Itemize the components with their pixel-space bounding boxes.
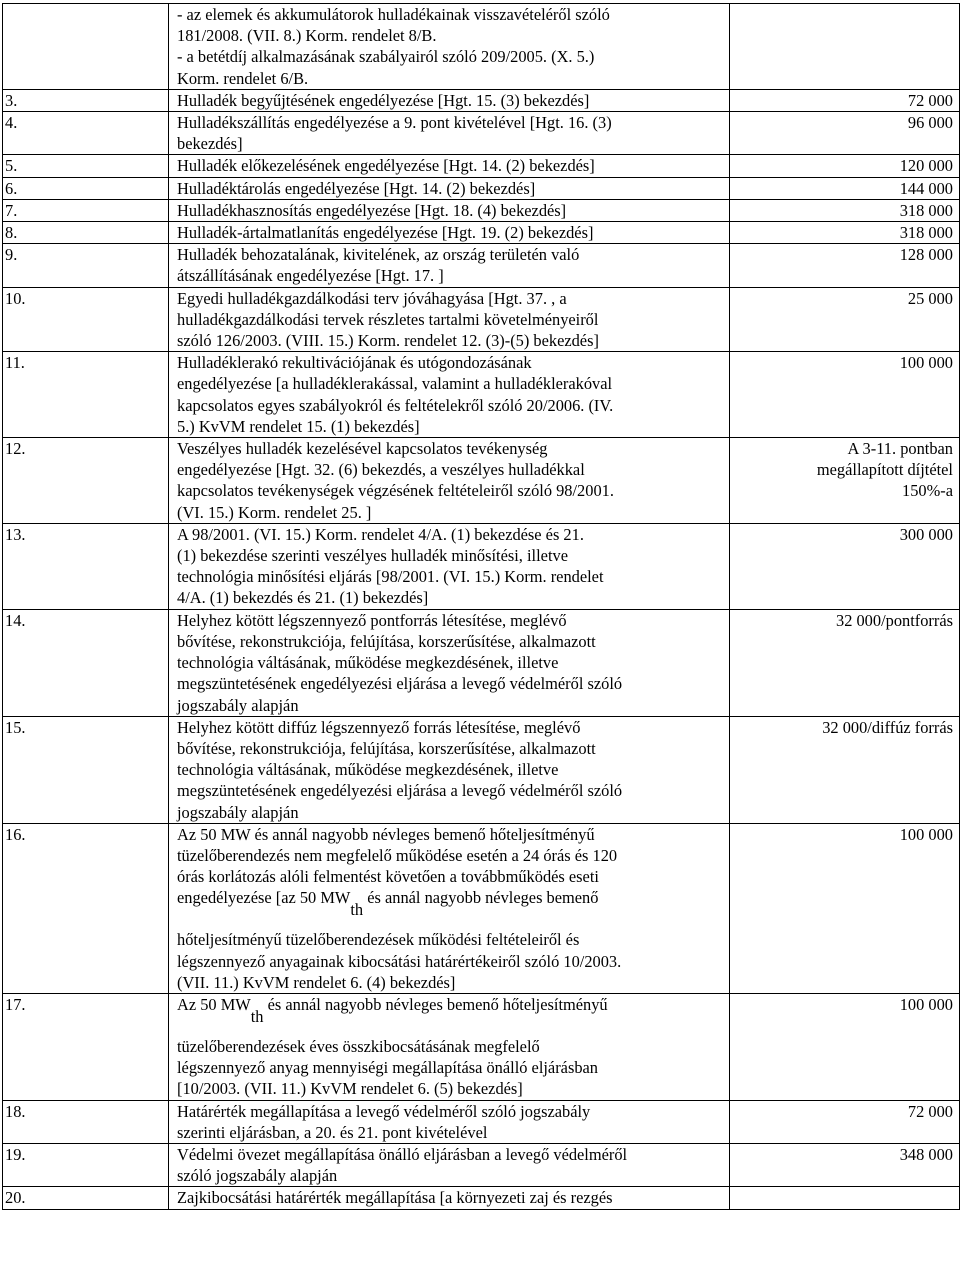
description-line: jogszabály alapján <box>177 802 299 822</box>
row-fee: 144 000 <box>730 177 960 199</box>
description-line <box>177 994 725 1036</box>
row-number: 6. <box>3 177 169 199</box>
description-line: hulladékgazdálkodási tervek részletes tartalmi követelményeiről <box>177 309 599 329</box>
table-row <box>3 222 960 244</box>
row-description <box>169 89 730 111</box>
row-number: 16. <box>3 823 169 993</box>
description-line: Hulladék begyűjtésének engedélyezése [Hgt. 15. (3) bekezdés] <box>177 90 590 110</box>
description-line: 4/A. (1) bekezdés és 21. (1) bekezdés] <box>177 588 429 608</box>
description-line: légszennyező anyagainak kibocsátási határértékeiről szóló 10/2003. <box>177 951 622 971</box>
description-line: hőteljesítményű tüzelőberendezések működési feltételeiről és <box>177 930 580 950</box>
description-line: engedélyezése [a hulladéklerakással, valamint a hulladéklerakóval <box>177 374 613 394</box>
description-line: kapcsolatos egyes szabályokról és feltételekről szóló 20/2006. (IV. <box>177 395 614 415</box>
text-part: és annál nagyobb névleges bemenő hőteljesítményű <box>263 994 608 1014</box>
description-line: Hulladéktárolás engedélyezése [Hgt. 14. (2) bekezdés] <box>177 178 536 198</box>
description-line: megszüntetésének engedélyezési eljárása a levegő védelméről szóló <box>177 781 623 801</box>
table-row <box>3 1143 960 1186</box>
row-number: 4. <box>3 112 169 155</box>
row-description <box>169 4 730 90</box>
description-line: órás korlátozás alóli felmentést követően a továbbműködés eseti <box>177 867 599 887</box>
description-line: szóló jogszabály alapján <box>177 1166 338 1186</box>
row-description <box>169 222 730 244</box>
description-line: Hulladékszállítás engedélyezése a 9. pont kivételével [Hgt. 16. (3) <box>177 113 612 133</box>
description-line: 181/2008. (VII. 8.) Korm. rendelet 8/B. <box>177 26 437 46</box>
description-line: Hulladék-ártalmatlanítás engedélyezése [Hgt. 19. (2) bekezdés] <box>177 223 594 243</box>
row-description <box>169 1143 730 1186</box>
row-number: 5. <box>3 155 169 177</box>
row-number: 14. <box>3 609 169 716</box>
description-line: Védelmi övezet megállapítása önálló eljárásban a levegő védelméről <box>177 1144 628 1164</box>
fee-line: A 3-11. pontban <box>847 439 953 459</box>
subscript: th <box>350 900 364 920</box>
row-description <box>169 199 730 221</box>
description-line: jogszabály alapján <box>177 695 299 715</box>
table-row <box>3 523 960 609</box>
description-line: Hulladék behozatalának, kivitelének, az ország területén való <box>177 245 580 265</box>
row-fee <box>730 4 960 90</box>
description-line: Az 50 MW és annál nagyobb névleges bemenő hőteljesítményű <box>177 824 595 844</box>
description-line <box>177 887 725 929</box>
text-part: és annál nagyobb névleges bemenő <box>363 888 599 908</box>
table-row <box>3 244 960 287</box>
description-line: átszállításának engedélyezése [Hgt. 17. ] <box>177 266 444 286</box>
row-description <box>169 112 730 155</box>
row-number: 15. <box>3 716 169 823</box>
row-number: 13. <box>3 523 169 609</box>
row-fee <box>730 1187 960 1209</box>
row-fee: 100 000 <box>730 823 960 993</box>
description-line: tüzelőberendezések éves összkibocsátásának megfelelő <box>177 1036 540 1056</box>
row-fee: 96 000 <box>730 112 960 155</box>
description-line: tüzelőberendezés nem megfelelő működése esetén a 24 órás és 120 <box>177 845 618 865</box>
fee-line: 150%-a <box>902 481 953 501</box>
table-row <box>3 993 960 1100</box>
description-line: bővítése, rekonstrukciója, felújítása, korszerűsítése, alkalmazott <box>177 738 596 758</box>
description-line: Korm. rendelet 6/B. <box>177 68 309 88</box>
row-fee: 120 000 <box>730 155 960 177</box>
row-description <box>169 716 730 823</box>
description-line: 5.) KvVM rendelet 15. (1) bekezdés] <box>177 416 420 436</box>
table-row <box>3 716 960 823</box>
row-fee: 32 000/pontforrás <box>730 609 960 716</box>
row-number: 20. <box>3 1187 169 1209</box>
row-fee: 25 000 <box>730 287 960 352</box>
table-row <box>3 438 960 524</box>
description-line: technológia váltásának, működése megkezdésének, illetve <box>177 653 559 673</box>
table-row <box>3 352 960 438</box>
row-description <box>169 352 730 438</box>
description-line: [10/2003. (VII. 11.) KvVM rendelet 6. (5) bekezdés] <box>177 1079 523 1099</box>
row-description <box>169 438 730 524</box>
row-number: 11. <box>3 352 169 438</box>
table-row <box>3 609 960 716</box>
table-row <box>3 112 960 155</box>
row-number: 18. <box>3 1100 169 1143</box>
row-fee: 72 000 <box>730 1100 960 1143</box>
row-fee: 318 000 <box>730 199 960 221</box>
row-description <box>169 244 730 287</box>
description-line: Hulladék előkezelésének engedélyezése [Hgt. 14. (2) bekezdés] <box>177 156 595 176</box>
description-line: bővítése, rekonstrukciója, felújítása, korszerűsítése, alkalmazott <box>177 631 596 651</box>
table-row <box>3 177 960 199</box>
fee-table <box>2 3 960 1210</box>
description-line: Helyhez kötött diffúz légszennyező forrás létesítése, meglévő <box>177 717 581 737</box>
description-line: technológia minősítési eljárás [98/2001. (VI. 15.) Korm. rendelet <box>177 567 604 587</box>
row-fee: 348 000 <box>730 1143 960 1186</box>
description-line: Zajkibocsátási határérték megállapítása [a környezeti zaj és rezgés <box>177 1188 613 1208</box>
fee-line: megállapított díjtétel <box>816 460 953 480</box>
row-fee: 100 000 <box>730 993 960 1100</box>
description-line: szerinti eljárásban, a 20. és 21. pont kivételével <box>177 1122 488 1142</box>
row-fee <box>730 438 960 524</box>
description-line: - a betétdíj alkalmazásának szabályairól szóló 209/2005. (X. 5.) <box>177 47 595 67</box>
description-line: Egyedi hulladékgazdálkodási terv jóváhagyása [Hgt. 37. , a <box>177 288 567 308</box>
row-fee: 100 000 <box>730 352 960 438</box>
description-line: (VII. 11.) KvVM rendelet 6. (4) bekezdés] <box>177 972 456 992</box>
row-number <box>3 4 169 90</box>
description-line: Veszélyes hulladék kezelésével kapcsolatos tevékenység <box>177 439 548 459</box>
description-line: Helyhez kötött légszennyező pontforrás létesítése, meglévő <box>177 610 567 630</box>
table-row <box>3 287 960 352</box>
row-number: 8. <box>3 222 169 244</box>
row-number: 3. <box>3 89 169 111</box>
table-row <box>3 1100 960 1143</box>
row-number: 10. <box>3 287 169 352</box>
description-line: Hulladékhasznosítás engedélyezése [Hgt. 18. (4) bekezdés] <box>177 200 567 220</box>
description-line: szóló 126/2003. (VIII. 15.) Korm. rendelet 12. (3)-(5) bekezdés] <box>177 331 599 351</box>
table-row <box>3 199 960 221</box>
row-description <box>169 1187 730 1209</box>
description-line: légszennyező anyag mennyiségi megállapítása önálló eljárásban <box>177 1058 598 1078</box>
row-fee: 128 000 <box>730 244 960 287</box>
row-description <box>169 177 730 199</box>
description-line: Hulladéklerakó rekultivációjának és utógondozásának <box>177 353 532 373</box>
table-row <box>3 823 960 993</box>
row-fee: 32 000/diffúz forrás <box>730 716 960 823</box>
table-row <box>3 155 960 177</box>
description-line: technológia váltásának, működése megkezdésének, illetve <box>177 760 559 780</box>
description-line: engedélyezése [Hgt. 32. (6) bekezdés, a veszélyes hulladékkal <box>177 460 585 480</box>
row-fee: 72 000 <box>730 89 960 111</box>
row-number: 7. <box>3 199 169 221</box>
text-part: Az 50 MW <box>177 994 251 1014</box>
description-line: - az elemek és akkumulátorok hulladékainak visszavételéről szóló <box>177 5 610 24</box>
row-description <box>169 609 730 716</box>
row-number: 12. <box>3 438 169 524</box>
row-description <box>169 155 730 177</box>
row-description <box>169 993 730 1100</box>
description-line: bekezdés] <box>177 134 243 154</box>
description-line: Határérték megállapítása a levegő védelméről szóló jogszabály <box>177 1101 591 1121</box>
row-description <box>169 823 730 993</box>
row-fee: 318 000 <box>730 222 960 244</box>
subscript: th <box>250 1006 264 1026</box>
description-line: (VI. 15.) Korm. rendelet 25. ] <box>177 502 372 522</box>
row-description <box>169 523 730 609</box>
description-line: kapcsolatos tevékenységek végzésének feltételeiről szóló 98/2001. <box>177 481 614 501</box>
table-row <box>3 4 960 90</box>
row-description <box>169 287 730 352</box>
row-description <box>169 1100 730 1143</box>
row-fee: 300 000 <box>730 523 960 609</box>
table-row <box>3 1187 960 1209</box>
description-line: (1) bekezdése szerinti veszélyes hulladék minősítési, illetve <box>177 546 568 566</box>
description-line: A 98/2001. (VI. 15.) Korm. rendelet 4/A. (1) bekezdése és 21. <box>177 524 584 544</box>
description-line: megszüntetésének engedélyezési eljárása a levegő védelméről szóló <box>177 674 623 694</box>
table-row <box>3 89 960 111</box>
row-number: 17. <box>3 993 169 1100</box>
row-number: 19. <box>3 1143 169 1186</box>
text-part: engedélyezése [az 50 MW <box>177 888 351 908</box>
row-number: 9. <box>3 244 169 287</box>
